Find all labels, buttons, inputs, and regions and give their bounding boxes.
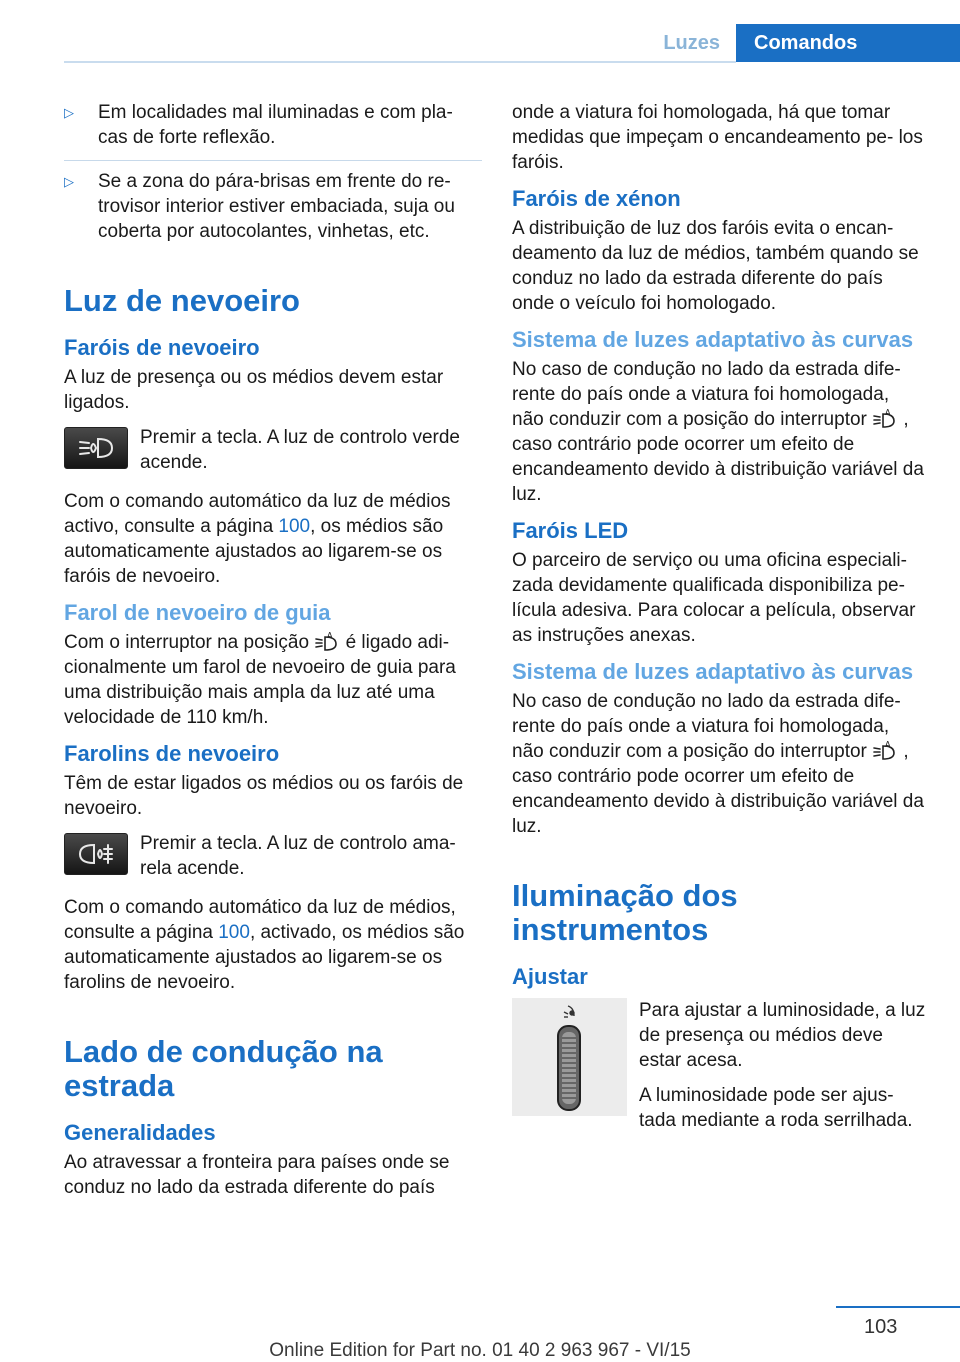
paragraph: Têm de estar ligados os médios ou os faróis de nevoeiro. <box>64 773 464 819</box>
paragraph: A luz de presença ou os médios devem estar ligados. <box>64 367 444 413</box>
svg-text:A: A <box>885 408 891 417</box>
paragraph: Para ajustar a luminosidade, a luz de presença ou médios deve estar acesa. <box>639 1000 926 1071</box>
paragraph <box>64 489 482 589</box>
text: , caso contrário pode ocorrer um efeito de encandeamento devido à distribuição variável da luz. <box>512 409 924 505</box>
auto-headlight-icon <box>872 408 898 428</box>
header-chapter: Comandos <box>736 24 960 62</box>
subheading-adaptive-lights: Sistema de luzes adaptativo às curvas <box>512 327 914 352</box>
front-fog-light-button-icon <box>64 427 128 469</box>
subheading-xenon: Faróis de xénon <box>512 186 681 211</box>
page-number: 103 <box>864 1316 898 1338</box>
subheading-adaptive-lights: Sistema de luzes adaptativo às curvas <box>512 659 914 684</box>
right-column <box>512 100 926 1143</box>
auto-headlight-icon <box>872 740 898 760</box>
auto-headlight-icon <box>314 631 340 651</box>
adjust-text <box>639 998 926 1143</box>
heading-driving-side: Lado de condução na estrada <box>64 1034 383 1103</box>
page-link[interactable]: 100 <box>218 922 250 943</box>
paragraph <box>64 895 482 995</box>
paragraph <box>512 689 926 839</box>
text: Com o interruptor na posição <box>64 632 315 653</box>
text: No caso de condução no lado da estrada dife‐ rente do país onde a viatura foi homologada, não conduzir com a posição do interruptor <box>512 359 901 430</box>
triangle-bullet-icon: ▷ <box>64 174 74 189</box>
footer-rule <box>836 1306 960 1308</box>
text: No caso de condução no lado da estrada dife‐ rente do país onde a viatura foi homologada, não conduzir com a posição do interruptor <box>512 691 901 762</box>
bullet-text: Se a zona do pára-brisas em frente do re‐ trovisor interior estiver embaciada, suja ou coberta por autocolantes, vinhetas, etc. <box>98 171 455 242</box>
rear-fog-light-button-icon <box>64 833 128 875</box>
thumbwheel-image <box>512 998 627 1116</box>
text: Com o comando automático da luz de médios activo, consulte a página <box>64 491 451 537</box>
subheading-adjust: Ajustar <box>512 964 588 989</box>
paragraph: O parceiro de serviço ou uma oficina especiali‐ zada devidamente qualificada disponibiliza pe‐ lícula adesiva. Para colocar a película, observar as instruções anexas. <box>512 550 916 646</box>
subheading-guide-fog-lamp: Farol de nevoeiro de guia <box>64 600 331 625</box>
paragraph: A luminosidade pode ser ajus‐ tada mediante a roda serrilhada. <box>639 1085 913 1131</box>
button-instruction: Premir a tecla. A luz de controlo verde acende. <box>140 427 460 473</box>
paragraph: Ao atravessar a fronteira para países onde se conduz no lado da estrada diferente do país <box>64 1152 450 1198</box>
text: é ligado adi‐ cionalmente um farol de nevoeiro de guia para uma distribuição mais ampla da luz até uma velocidade de 110 km/h. <box>64 632 456 728</box>
rear-fog-button-row <box>64 831 482 881</box>
text: Com o comando automático da luz de médios, consulte a página <box>64 897 456 943</box>
page-link[interactable]: 100 <box>278 516 311 537</box>
svg-text:A: A <box>885 740 891 749</box>
button-instruction: Premir a tecla. A luz de controlo ama‐ rela acende. <box>140 833 456 879</box>
adjust-section <box>512 998 926 1143</box>
header-section: Luzes <box>663 32 720 54</box>
left-column <box>64 100 482 1210</box>
bullet-item <box>64 169 482 244</box>
svg-text:A: A <box>327 631 333 640</box>
page-header <box>0 24 960 62</box>
heading-fog-light: Luz de nevoeiro <box>64 283 300 318</box>
paragraph <box>512 357 926 507</box>
paragraph: onde a viatura foi homologada, há que tomar medidas que impeçam o encandeamento pe‐ los faróis. <box>512 102 923 173</box>
text: , activado, os médios são automaticamente ajustados ao ligarem-se os farolins de nevoeiro. <box>64 922 465 993</box>
edition-note: Online Edition for Part no. 01 40 2 963 967 - VI/15 <box>269 1340 691 1361</box>
bullet-item <box>64 100 482 150</box>
text: , os médios são automaticamente ajustados ao ligarem-se os faróis de nevoeiro. <box>64 516 444 587</box>
text: , caso contrário pode ocorrer um efeito de encandeamento devido à distribuição variável da luz. <box>512 741 924 837</box>
subheading-led: Faróis LED <box>512 518 629 543</box>
paragraph: A distribuição de luz dos faróis evita o encan‐ deamento da luz de médios, também quando se conduz no lado da estrada diferente do país onde o veículo foi homologado. <box>512 218 919 314</box>
header-rule <box>64 61 736 63</box>
subheading-fog-lights: Faróis de nevoeiro <box>64 335 260 360</box>
triangle-bullet-icon: ▷ <box>64 105 74 120</box>
paragraph <box>64 630 482 730</box>
bullet-text: Em localidades mal iluminadas e com pla‐ cas de forte reflexão. <box>98 102 453 148</box>
subheading-rear-fog: Farolins de nevoeiro <box>64 741 280 766</box>
subheading-general: Generalidades <box>64 1120 216 1145</box>
front-fog-button-row <box>64 425 482 475</box>
bullet-divider <box>64 160 482 161</box>
heading-instrument-lighting: Iluminação dos instrumentos <box>512 878 738 947</box>
